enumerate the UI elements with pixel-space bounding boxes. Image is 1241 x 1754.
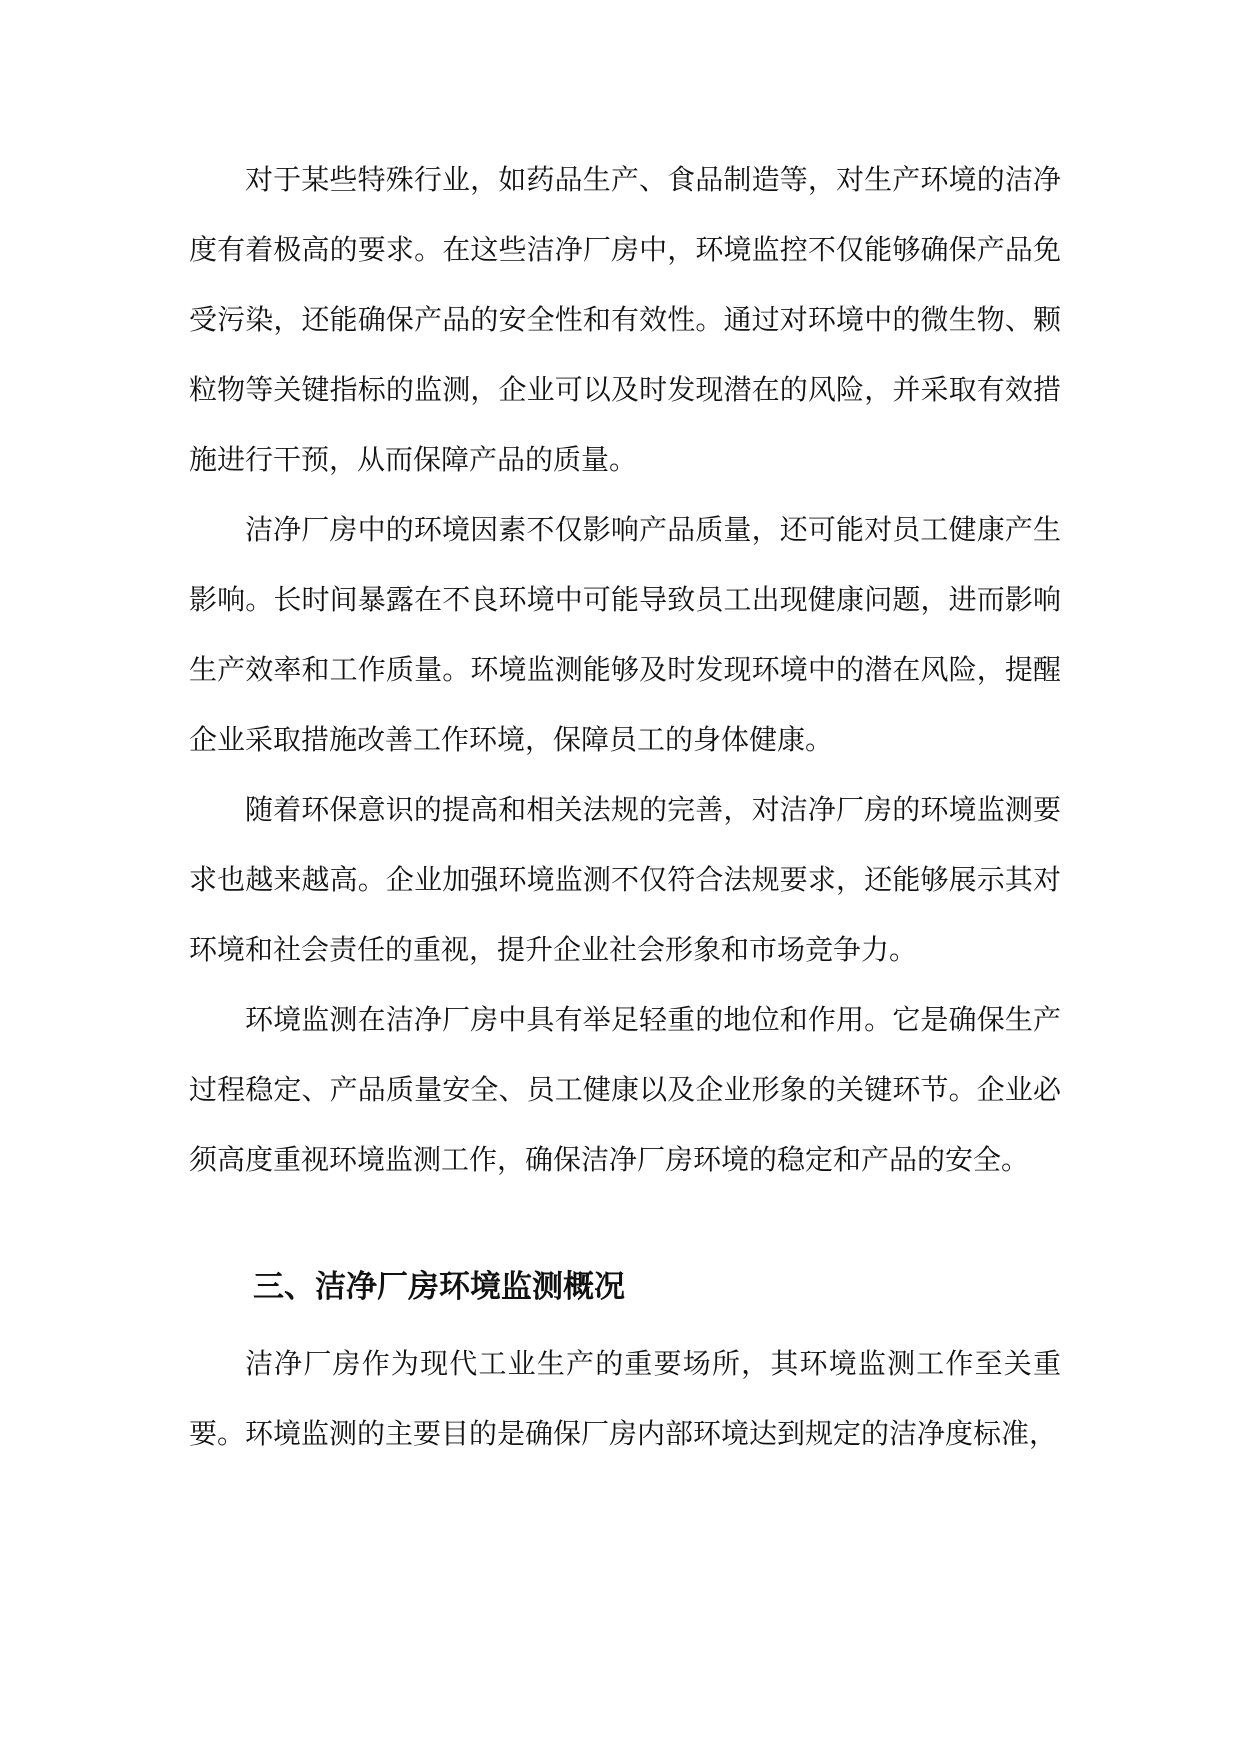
paragraph-special-industries: 对于某些特殊行业，如药品生产、食品制造等，对生产环境的洁净度有着极高的要求。在这些洁净厂房中，环境监控不仅能够确保产品免受污染，还能确保产品的安全性和有效性。通过对环境中的微生物、颗粒物等关键指标的监测，企业可以及时发现潜在的风险，并采取有效措施进行干预，从而保障产品的质量。 xyxy=(189,163,1061,476)
paragraph-regulations: 随着环保意识的提高和相关法规的完善，对洁净厂房的环境监测要求也越来越高。企业加强环境监测不仅符合法规要求，还能够展示其对环境和社会责任的重视，提升企业社会形象和市场竞争力。 xyxy=(189,793,1061,966)
paragraph-monitoring-overview: 洁净厂房作为现代工业生产的重要场所，其环境监测工作至关重要。环境监测的主要目的是确保厂房内部环境达到规定的洁净度标准， xyxy=(189,1347,1061,1450)
paragraph-importance-summary: 环境监测在洁净厂房中具有举足轻重的地位和作用。它是确保生产过程稳定、产品质量安全、员工健康以及企业形象的关键环节。企业必须高度重视环境监测工作，确保洁净厂房环境的稳定和产品的安全。 xyxy=(189,1003,1061,1176)
document-body xyxy=(189,145,1061,1469)
section-heading: 三、洁净厂房环境监测概况 xyxy=(253,1269,625,1305)
paragraph-employee-health: 洁净厂房中的环境因素不仅影响产品质量，还可能对员工健康产生影响。长时间暴露在不良环境中可能导致员工出现健康问题，进而影响生产效率和工作质量。环境监测能够及时发现环境中的潜在风险，提醒企业采取措施改善工作环境，保障员工的身体健康。 xyxy=(189,513,1061,756)
